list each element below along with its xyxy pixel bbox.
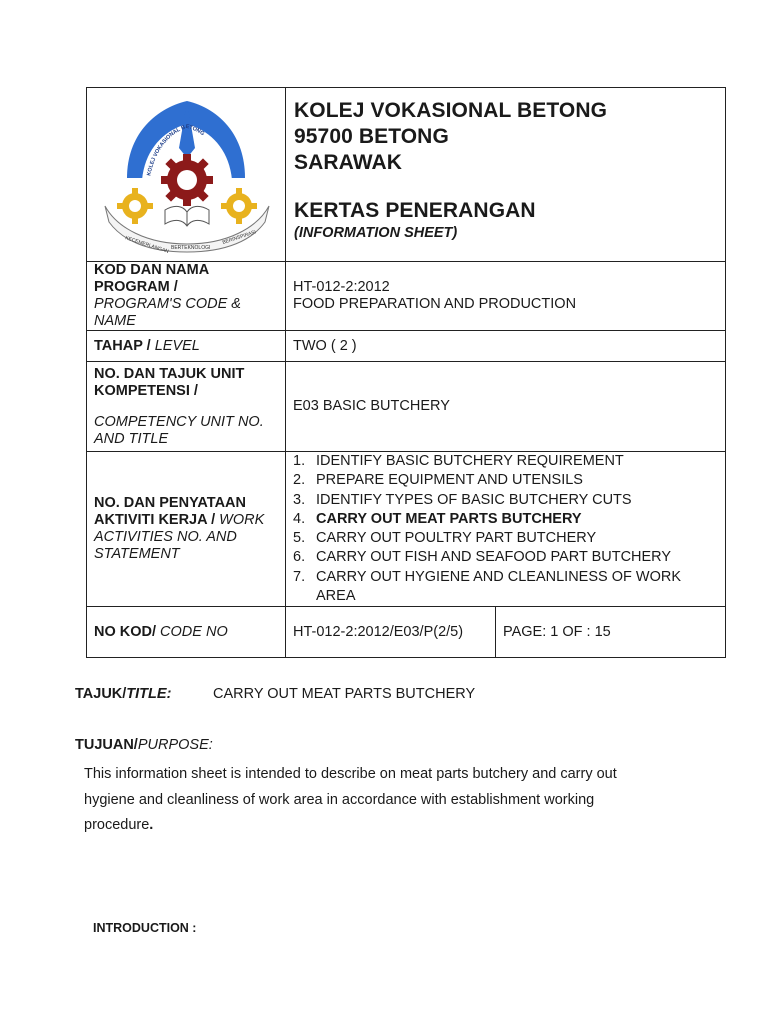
logo-cell	[87, 88, 286, 262]
title-line	[75, 686, 171, 702]
logo-ribbon-mid-text: BERTEKNOLOGI	[171, 245, 211, 251]
purpose-line-end: .	[149, 817, 154, 833]
purpose-line-1: This information sheet is intended to describe on meat parts butchery and carry out	[84, 766, 617, 782]
title-cell	[286, 88, 726, 262]
activities-label-cell	[87, 452, 286, 607]
college-postcode: 95700 BETONG	[294, 125, 449, 148]
program-label-bold-1: KOD DAN NAMA	[94, 262, 210, 278]
purpose-heading	[75, 737, 213, 753]
level-label-cell	[87, 331, 286, 362]
level-label-bold: TAHAP /	[94, 337, 151, 354]
introduction-heading: INTRODUCTION :	[93, 921, 197, 935]
page-value: PAGE: 1 OF : 15	[496, 607, 726, 658]
activities-list	[293, 452, 718, 606]
activities-label-bold: NO. DAN PENYATAAN AKTIVITI KERJA /	[94, 495, 246, 529]
title-value: CARRY OUT MEAT PARTS BUTCHERY	[213, 686, 476, 702]
logo-gold-gear-right	[221, 188, 257, 224]
purpose-text	[84, 762, 617, 839]
activity-item: 1. IDENTIFY BASIC BUTCHERY REQUIREMENT	[293, 453, 624, 469]
program-name: FOOD PREPARATION AND PRODUCTION	[293, 296, 577, 312]
unit-label-bold: NO. DAN TAJUK UNIT KOMPETENSI /	[94, 365, 245, 399]
activities-label-italic: WORK ACTIVITIES NO. AND STATEMENT	[94, 512, 265, 563]
college-name: KOLEJ VOKASIONAL BETONG	[294, 99, 608, 122]
activity-item: 3. IDENTIFY TYPES OF BASIC BUTCHERY CUTS	[293, 491, 632, 508]
unit-label-italic: COMPETENCY UNIT NO. AND TITLE	[94, 413, 264, 447]
program-label-bold-2: PROGRAM /	[94, 279, 178, 295]
activity-item: 2. PREPARE EQUIPMENT AND UTENSILS	[293, 472, 583, 489]
activity-item-current: 4. CARRY OUT MEAT PARTS BUTCHERY	[293, 510, 582, 527]
logo-arc-text: KOLEJ VOKASIONAL BETONG	[146, 123, 206, 177]
activity-item: 7. CARRY OUT HYGIENE AND CLEANLINESS OF WORK AREA	[293, 568, 681, 605]
activity-item: 5. CARRY OUT POULTRY PART BUTCHERY	[293, 530, 597, 547]
logo-ribbon-right-text: BERINSPIRASI	[221, 229, 257, 246]
college-logo	[87, 88, 286, 256]
document-title: KERTAS PENERANGAN	[294, 199, 536, 222]
purpose-label-italic: PURPOSE:	[137, 737, 213, 753]
logo-open-book	[165, 206, 209, 226]
program-label-italic: PROGRAM'S CODE & NAME	[94, 296, 241, 329]
program-code: HT-012-2:2012	[293, 279, 390, 295]
level-label-italic: LEVEL	[154, 337, 200, 354]
program-value-cell	[286, 262, 726, 331]
unit-value: E03 BASIC BUTCHERY	[286, 362, 726, 452]
code-label-cell	[87, 607, 286, 658]
logo-gold-gear-left	[117, 188, 153, 224]
title-label-italic: TITLE:	[126, 686, 172, 702]
purpose-line-3: procedure	[84, 817, 150, 833]
logo-ribbon-left-text: KECEMERLANGAN	[124, 235, 170, 255]
activity-item: 6. CARRY OUT FISH AND SEAFOOD PART BUTCHERY	[293, 549, 672, 566]
logo-red-gear	[161, 154, 213, 206]
info-sheet-header-table	[86, 87, 726, 658]
program-label-cell	[87, 262, 286, 331]
college-state: SARAWAK	[294, 151, 403, 174]
level-value: TWO ( 2 )	[286, 331, 726, 362]
activities-cell	[286, 452, 726, 607]
document-subtitle: (INFORMATION SHEET)	[294, 225, 458, 241]
code-label-italic: CODE NO	[156, 623, 228, 640]
purpose-label-bold: TUJUAN/	[75, 737, 138, 753]
title-label-bold: TAJUK/	[75, 686, 127, 702]
unit-label-cell	[87, 362, 286, 452]
purpose-line-2: hygiene and cleanliness of work area in accordance with establishment working	[84, 791, 595, 808]
code-value: HT-012-2:2012/E03/P(2/5)	[286, 607, 496, 658]
code-label-bold: NO KOD/	[94, 623, 157, 640]
